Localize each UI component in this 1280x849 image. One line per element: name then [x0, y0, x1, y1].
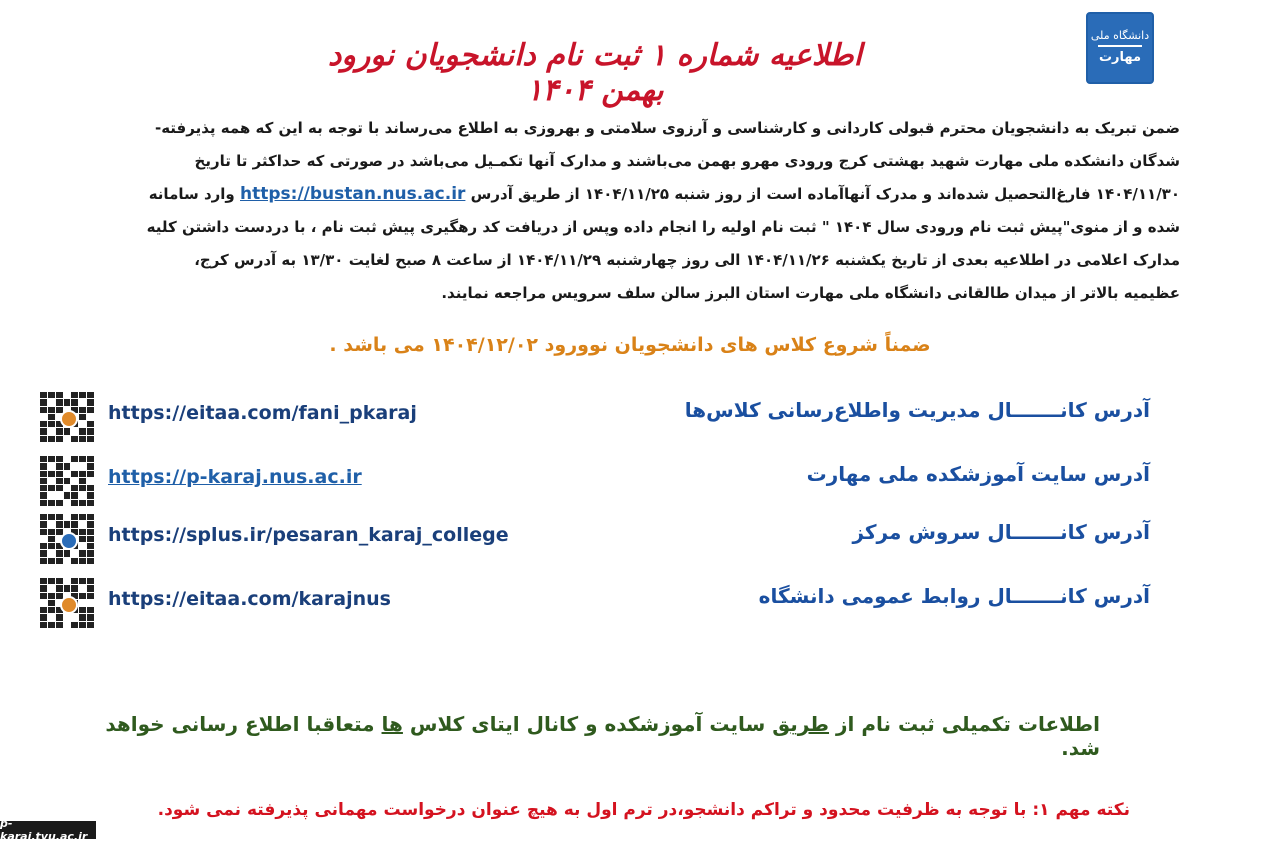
channel-row-website — [40, 456, 1150, 508]
logo-divider — [1098, 45, 1142, 47]
important-note: نکته مهم ۱: با توجه به ظرفیت محدود و تراکم دانشجو،در ترم اول به هیچ عنوان درخواست مهمانی پذیرفته نمی شود. — [157, 800, 1130, 820]
paragraph-line — [80, 178, 1180, 211]
logo-line2: مهارت — [1098, 50, 1142, 65]
paragraph-line3-after: وارد سامانه — [148, 185, 235, 203]
further-info-text: اطلاعات تکمیلی ثبت نام از — [829, 712, 1100, 736]
eitaa-qr-icon — [40, 578, 94, 628]
site-watermark: p-karaj.tvu.ac.ir — [0, 821, 96, 839]
channel-label: آدرس کانـــــــال روابط عمومی دانشگاه — [758, 584, 1150, 608]
further-info-text: طریق — [772, 712, 830, 736]
announcement-paragraph — [80, 112, 1180, 310]
paragraph-line: مدارک اعلامی در اطلاعیه بعدی از تاریخ یکشنبه ۱۴۰۴/۱۱/۲۶ الی روز چهارشنبه ۱۴۰۴/۱۱/۲۹ از ساعت ۸ صبح لغایت ۱۳/۳۰ به آدرس کرج، — [194, 251, 1180, 269]
paragraph-line: شده و از منوی"پیش ثبت نام ورودی سال ۱۴۰۴ " ثبت نام اولیه را انجام داده وپس از دریافت کد رهگیری پیش ثبت نام ، با دردست داشتن کلیه — [146, 218, 1180, 236]
further-info-text: ها — [381, 712, 403, 736]
channel-url[interactable]: https://eitaa.com/fani_pkaraj — [108, 402, 417, 424]
soroush-qr-icon — [40, 514, 94, 564]
channel-url[interactable]: https://eitaa.com/karajnus — [108, 588, 391, 610]
channel-label: آدرس کانـــــــال مدیریت واطلاع‌رسانی کلاس‌ها — [684, 398, 1150, 422]
website-qr-icon — [40, 456, 94, 506]
paragraph-line: عظیمیه بالاتر از میدان طالقانی دانشگاه ملی مهارت استان البرز سالن سلف سرویس مراجعه نمایند. — [441, 284, 1180, 302]
channel-row-soroush — [40, 514, 1150, 566]
channel-label: آدرس کانـــــــال سروش مرکز — [852, 520, 1150, 544]
university-logo — [1086, 12, 1154, 84]
page-title: اطلاعیه شماره ۱ ثبت نام دانشجویان نورود بهمن ۱۴۰۴ — [327, 38, 863, 108]
channel-url[interactable]: https://splus.ir/pesaran_karaj_college — [108, 524, 509, 546]
channel-row-public-relations — [40, 578, 1150, 630]
logo-line1: دانشگاه ملی — [1090, 29, 1150, 42]
channel-row-class-management — [40, 392, 1150, 444]
paragraph-line: شدگان دانشکده ملی مهارت شهید بهشتی کرج ورودی مهرو بهمن می‌باشند و مدارک آنها تکمـیل می‌باشد در صورتی که حداکثر تا تاریخ — [194, 152, 1180, 170]
bustan-link[interactable]: https://bustan.nus.ac.ir — [240, 184, 466, 204]
eitaa-qr-icon — [40, 392, 94, 442]
further-info-notice — [80, 712, 1100, 760]
paragraph-line: ضمن تبریک به دانشجویان محترم قبولی کاردانی و کارشناسی و آرزوی سلامتی و بهروزی به اطلاع می‌رساند با توجه به این که همه پذیرفته- — [154, 119, 1180, 137]
paragraph-line3-before: ۱۴۰۴/۱۱/۳۰ فارغ‌التحصیل شده‌اند و مدرک آنهاآماده است از روز شنبه ۱۴۰۴/۱۱/۲۵ از طریق آدرس — [470, 185, 1180, 203]
further-info-text: سایت آموزشکده و کانال ایتای کلاس — [402, 712, 773, 736]
channel-url[interactable]: https://p-karaj.nus.ac.ir — [108, 466, 362, 488]
class-start-notice: ضمناً شروع کلاس های دانشجویان نوورود ۱۴۰۴/۱۲/۰۲ می باشد . — [329, 334, 931, 356]
further-info-text: متعاقبا اطلاع رسانی خواهد شد. — [105, 712, 1100, 760]
channel-label: آدرس سایت آموزشکده ملی مهارت — [806, 462, 1150, 486]
